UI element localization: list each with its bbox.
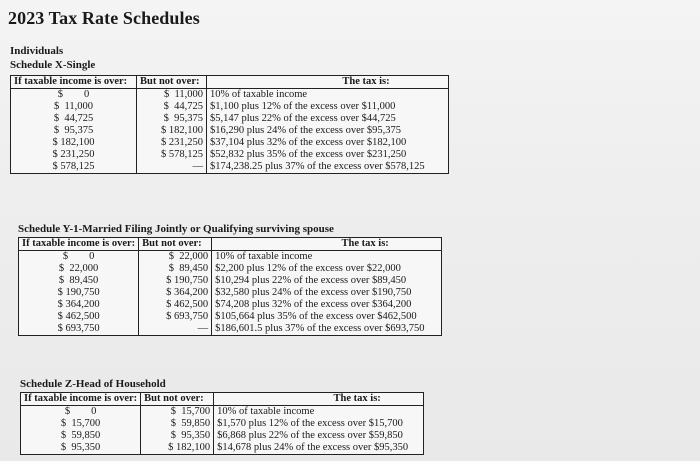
column-header: The tax is: — [207, 76, 449, 89]
income-over-cell: $ 22,000 — [19, 263, 139, 275]
tax-formula-cell: $37,104 plus 32% of the excess over $182,100 — [207, 137, 449, 149]
tax-formula-cell: 10% of taxable income — [214, 406, 424, 419]
income-over-cell: $ 95,375 — [11, 125, 137, 137]
table-row — [19, 323, 442, 336]
column-header: But not over: — [139, 238, 212, 251]
income-over-cell: $ 578,125 — [11, 161, 137, 174]
schedule-y1-title: Schedule Y-1-Married Filing Jointly or Qualifying surviving spouse — [18, 223, 334, 235]
tax-formula-cell: $105,664 plus 35% of the excess over $462,500 — [212, 311, 442, 323]
column-header: But not over: — [137, 76, 207, 89]
tax-formula-cell: $1,100 plus 12% of the excess over $11,000 — [207, 101, 449, 113]
income-not-over-cell: $ 231,250 — [137, 137, 207, 149]
income-not-over-cell: $ 59,850 — [141, 418, 214, 430]
tax-formula-cell: $174,238.25 plus 37% of the excess over $578,125 — [207, 161, 449, 174]
tax-formula-cell: $10,294 plus 22% of the excess over $89,450 — [212, 275, 442, 287]
income-not-over-cell: $ 578,125 — [137, 149, 207, 161]
table-row — [19, 251, 442, 264]
income-not-over-cell: $ 11,000 — [137, 89, 207, 102]
column-header: If taxable income is over: — [21, 393, 141, 406]
income-not-over-cell: $ 364,200 — [139, 287, 212, 299]
tax-formula-cell: $16,290 plus 24% of the excess over $95,375 — [207, 125, 449, 137]
income-not-over-cell: $ 95,350 — [141, 430, 214, 442]
tax-formula-cell: 10% of taxable income — [212, 251, 442, 264]
column-header: If taxable income is over: — [19, 238, 139, 251]
income-over-cell: $ 364,200 — [19, 299, 139, 311]
column-header: The tax is: — [214, 393, 424, 406]
income-over-cell: $ 11,000 — [11, 101, 137, 113]
tax-formula-cell: $6,868 plus 22% of the excess over $59,850 — [214, 430, 424, 442]
table-row — [21, 430, 424, 442]
income-not-over-cell: $ 693,750 — [139, 311, 212, 323]
income-not-over-cell: — — [137, 161, 207, 174]
income-over-cell: $ 59,850 — [21, 430, 141, 442]
table-row — [11, 89, 449, 102]
table-row — [19, 263, 442, 275]
income-not-over-cell: — — [139, 323, 212, 336]
income-not-over-cell: $ 44,725 — [137, 101, 207, 113]
table-row — [21, 418, 424, 430]
table-row — [19, 299, 442, 311]
tax-formula-cell: $186,601.5 plus 37% of the excess over $693,750 — [212, 323, 442, 336]
table-row — [11, 101, 449, 113]
section-label: Individuals — [10, 45, 64, 57]
income-over-cell: $ 0 — [19, 251, 139, 264]
table-row — [11, 113, 449, 125]
income-over-cell: $ 0 — [21, 406, 141, 419]
table-row — [19, 275, 442, 287]
tax-formula-cell: $1,570 plus 12% of the excess over $15,700 — [214, 418, 424, 430]
income-over-cell: $ 693,750 — [19, 323, 139, 336]
tax-formula-cell: 10% of taxable income — [207, 89, 449, 102]
income-over-cell: $ 190,750 — [19, 287, 139, 299]
income-over-cell: $ 231,250 — [11, 149, 137, 161]
income-over-cell: $ 15,700 — [21, 418, 141, 430]
schedule-x-table — [10, 75, 449, 174]
income-not-over-cell: $ 22,000 — [139, 251, 212, 264]
table-row — [11, 161, 449, 174]
income-not-over-cell: $ 182,100 — [137, 125, 207, 137]
table-row — [19, 311, 442, 323]
schedule-z-table — [20, 392, 424, 455]
schedule-z-title: Schedule Z-Head of Household — [20, 378, 166, 390]
income-not-over-cell: $ 182,100 — [141, 442, 214, 455]
table-header-row — [19, 238, 442, 251]
income-not-over-cell: $ 190,750 — [139, 275, 212, 287]
income-not-over-cell: $ 462,500 — [139, 299, 212, 311]
tax-formula-cell: $52,832 plus 35% of the excess over $231,250 — [207, 149, 449, 161]
table-row — [19, 287, 442, 299]
table-row — [21, 442, 424, 455]
column-header: But not over: — [141, 393, 214, 406]
tax-formula-cell: $74,208 plus 32% of the excess over $364,200 — [212, 299, 442, 311]
table-row — [11, 137, 449, 149]
schedule-y1-table — [18, 237, 442, 336]
tax-formula-cell: $32,580 plus 24% of the excess over $190,750 — [212, 287, 442, 299]
income-not-over-cell: $ 15,700 — [141, 406, 214, 419]
table-row — [11, 149, 449, 161]
table-row — [11, 125, 449, 137]
schedule-x-title: Schedule X-Single — [10, 59, 96, 71]
column-header: The tax is: — [212, 238, 442, 251]
income-over-cell: $ 89,450 — [19, 275, 139, 287]
table-row — [21, 406, 424, 419]
income-over-cell: $ 95,350 — [21, 442, 141, 455]
income-over-cell: $ 44,725 — [11, 113, 137, 125]
income-over-cell: $ 462,500 — [19, 311, 139, 323]
tax-formula-cell: $5,147 plus 22% of the excess over $44,725 — [207, 113, 449, 125]
tax-formula-cell: $2,200 plus 12% of the excess over $22,000 — [212, 263, 442, 275]
income-not-over-cell: $ 95,375 — [137, 113, 207, 125]
page-title: 2023 Tax Rate Schedules — [8, 8, 200, 28]
income-over-cell: $ 182,100 — [11, 137, 137, 149]
income-over-cell: $ 0 — [11, 89, 137, 102]
table-header-row — [21, 393, 424, 406]
table-header-row — [11, 76, 449, 89]
tax-formula-cell: $14,678 plus 24% of the excess over $95,350 — [214, 442, 424, 455]
column-header: If taxable income is over: — [11, 76, 137, 89]
income-not-over-cell: $ 89,450 — [139, 263, 212, 275]
